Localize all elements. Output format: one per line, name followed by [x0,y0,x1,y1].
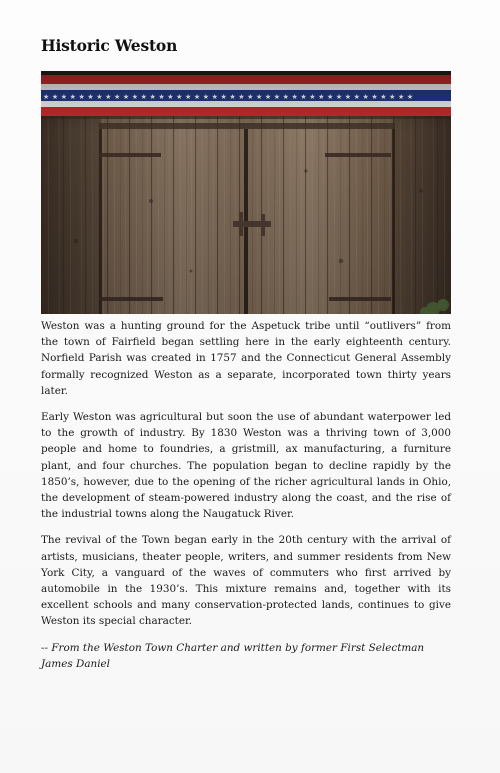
page-title: Historic Weston [41,36,178,55]
article-body [41,318,451,682]
barn-doors-photo [41,71,451,314]
attribution: -- From the Weston Town Charter and written by former First Selectman James Daniel [41,641,425,670]
paragraph-revival: The revival of the Town began early in the 20th century with the arrival of artists, musicians, theater people, writers, and summer residents from New York City, a vanguard of the waves of commuters who first arrived by automobile in the 1930’s. This mixture remains and, together with its excellent schools and many conservation-protected lands, continues to give Weston its special character. [41,534,451,628]
paragraph-history: Weston was a hunting ground for the Aspetuck tribe until “outlivers” from the town of Fairfield began settling here in the early eighteenth century. Norfield Parish was created in 1757 and the Connecticut General Assembly formally recognized Weston as a separate, incorporated town thirty years later. [41,320,451,397]
paragraph-industry: Early Weston was agricultural but soon the use of abundant waterpower led to the growth of industry. By 1830 Weston was a thriving town of 3,000 people and home to foundries, a gristmill, ax manufacturing, a furniture plant, and four churches. The population began to decline rapidly by the 1850’s, however, due to the opening of the richer agricultural lands in Ohio, the development of steam-powered industry along the coast, and the rise of the industrial towns along the Naugatuck River. [41,411,451,521]
